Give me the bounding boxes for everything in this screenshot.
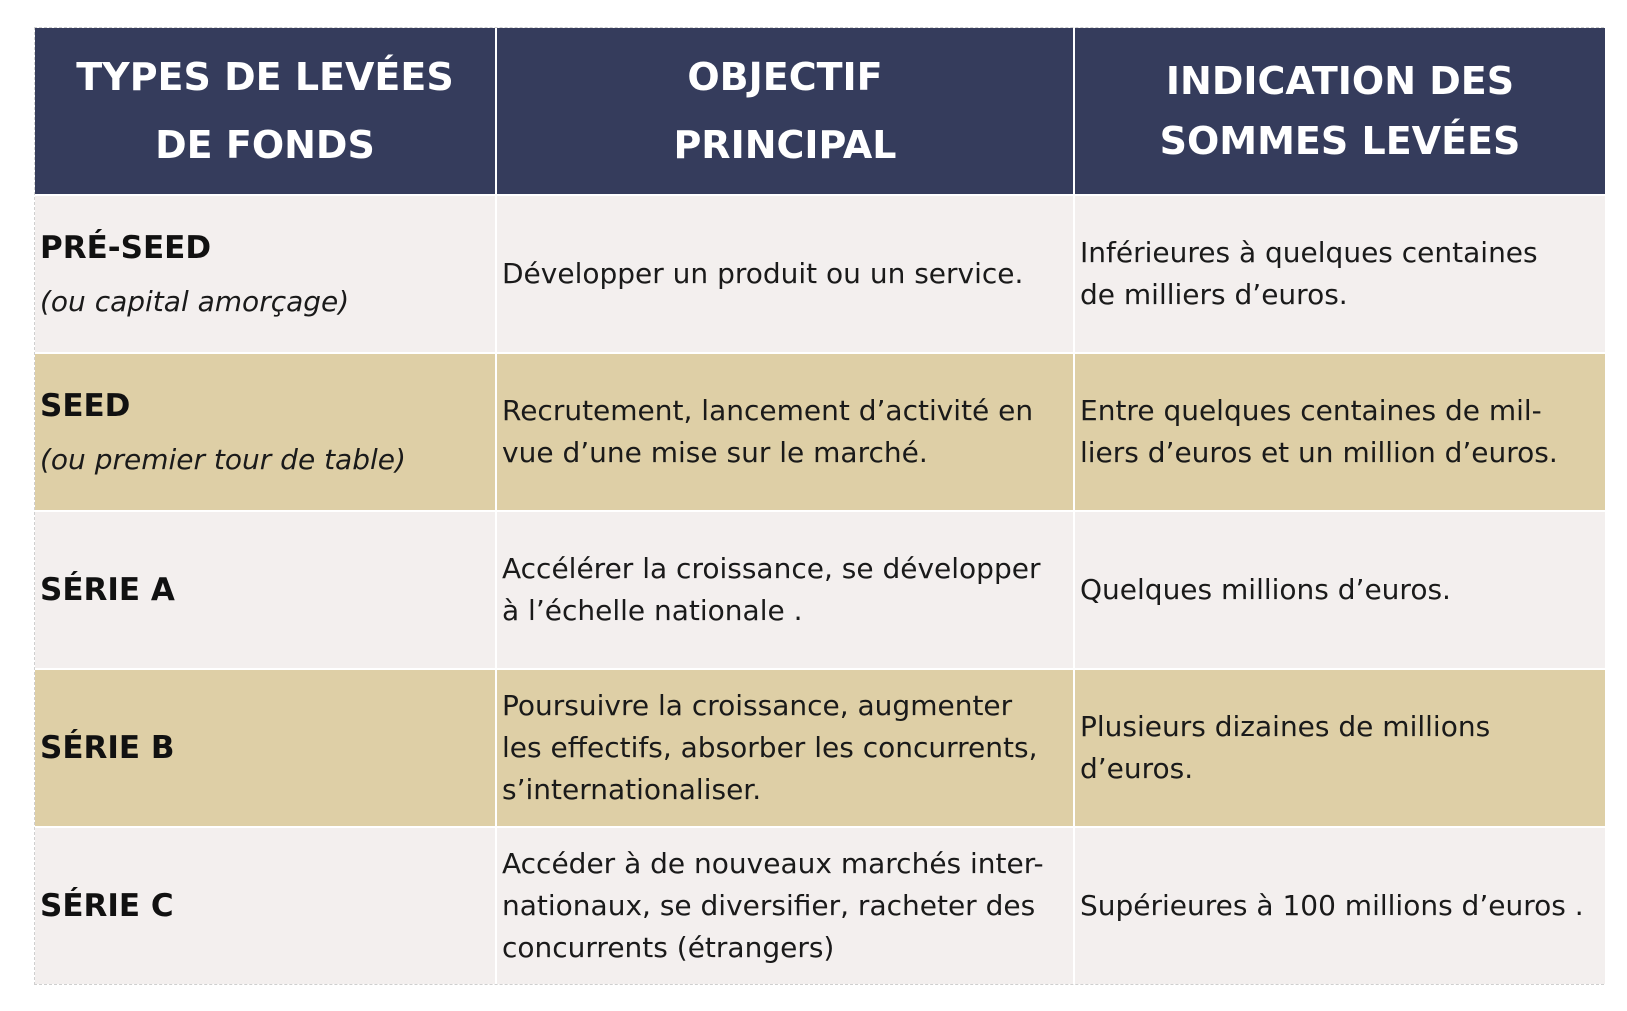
objectif-line: Accélérer la croissance, se développer: [502, 552, 1041, 585]
sommes-line: Quelques millions d’euros.: [1080, 573, 1451, 606]
table-row-serie-c: [35, 827, 1605, 984]
header-objectif-line-1: OBJECTIF: [687, 55, 883, 99]
cell-type: [35, 669, 496, 827]
funding-type-title: SÉRIE A: [40, 571, 175, 608]
sommes-line: Supérieures à 100 millions d’euros .: [1080, 889, 1584, 922]
header-sommes: [1074, 28, 1605, 195]
funding-type-subtitle: (ou capital amorçage): [40, 285, 350, 318]
cell-type: [35, 353, 496, 511]
objectif-line: vue d’une mise sur le marché.: [502, 436, 928, 469]
header-types-line-1: TYPES DE LEVÉES: [76, 55, 454, 99]
cell-sommes: [1074, 669, 1605, 827]
sommes-line: liers d’euros et un million d’euros.: [1080, 436, 1558, 469]
funding-type-title: SEED: [40, 388, 131, 424]
cell-objectif: [496, 353, 1074, 511]
funding-type-title: SÉRIE C: [40, 887, 174, 924]
table-row-serie-a: [35, 511, 1605, 669]
cell-objectif: [496, 827, 1074, 984]
funding-type-title: SÉRIE B: [40, 729, 175, 766]
table-row-seed: [35, 353, 1605, 511]
cell-type: [35, 827, 496, 984]
cell-type: [35, 195, 496, 353]
objectif-line: nationaux, se diversifier, racheter des: [502, 889, 1036, 922]
header-objectif-line-2: PRINCIPAL: [673, 123, 897, 167]
header-types-line-2: DE FONDS: [155, 123, 375, 167]
cell-sommes: [1074, 353, 1605, 511]
cell-sommes: [1074, 827, 1605, 984]
sommes-line: Plusieurs dizaines de millions: [1080, 710, 1491, 743]
header-sommes-line-2: SOMMES LEVÉES: [1159, 119, 1521, 163]
objectif-line: à l’échelle nationale .: [502, 594, 803, 627]
cell-sommes: [1074, 511, 1605, 669]
objectif-line: Accéder à de nouveaux marchés inter-: [502, 847, 1044, 880]
cell-type: [35, 511, 496, 669]
cell-objectif: [496, 511, 1074, 669]
sommes-line: Entre quelques centaines de mil-: [1080, 394, 1542, 427]
table-header-row: [35, 28, 1605, 195]
cell-objectif: [496, 669, 1074, 827]
objectif-line: concurrents (étrangers): [502, 931, 835, 964]
table-row-serie-b: [35, 669, 1605, 827]
funding-type-subtitle: (ou premier tour de table): [40, 443, 406, 476]
objectif-line: Poursuivre la croissance, augmenter: [502, 689, 1013, 722]
header-types: [35, 28, 496, 195]
cell-objectif: [496, 195, 1074, 353]
sommes-line: de milliers d’euros.: [1080, 278, 1348, 311]
funding-table-container: [34, 27, 1604, 985]
objectif-line: Développer un produit ou un service.: [502, 257, 1024, 290]
sommes-line: d’euros.: [1080, 752, 1194, 785]
objectif-line: s’internationaliser.: [502, 773, 762, 806]
objectif-line: les effectifs, absorber les concurrents,: [502, 731, 1038, 764]
table-row-pre-seed: [35, 195, 1605, 353]
funding-type-title: PRÉ-SEED: [40, 230, 212, 266]
cell-sommes: [1074, 195, 1605, 353]
header-objectif: [496, 28, 1074, 195]
header-sommes-line-1: INDICATION DES: [1165, 59, 1515, 103]
sommes-line: Inférieures à quelques centaines: [1080, 236, 1538, 269]
objectif-line: Recrutement, lancement d’activité en: [502, 394, 1034, 427]
funding-types-table: [35, 28, 1605, 984]
